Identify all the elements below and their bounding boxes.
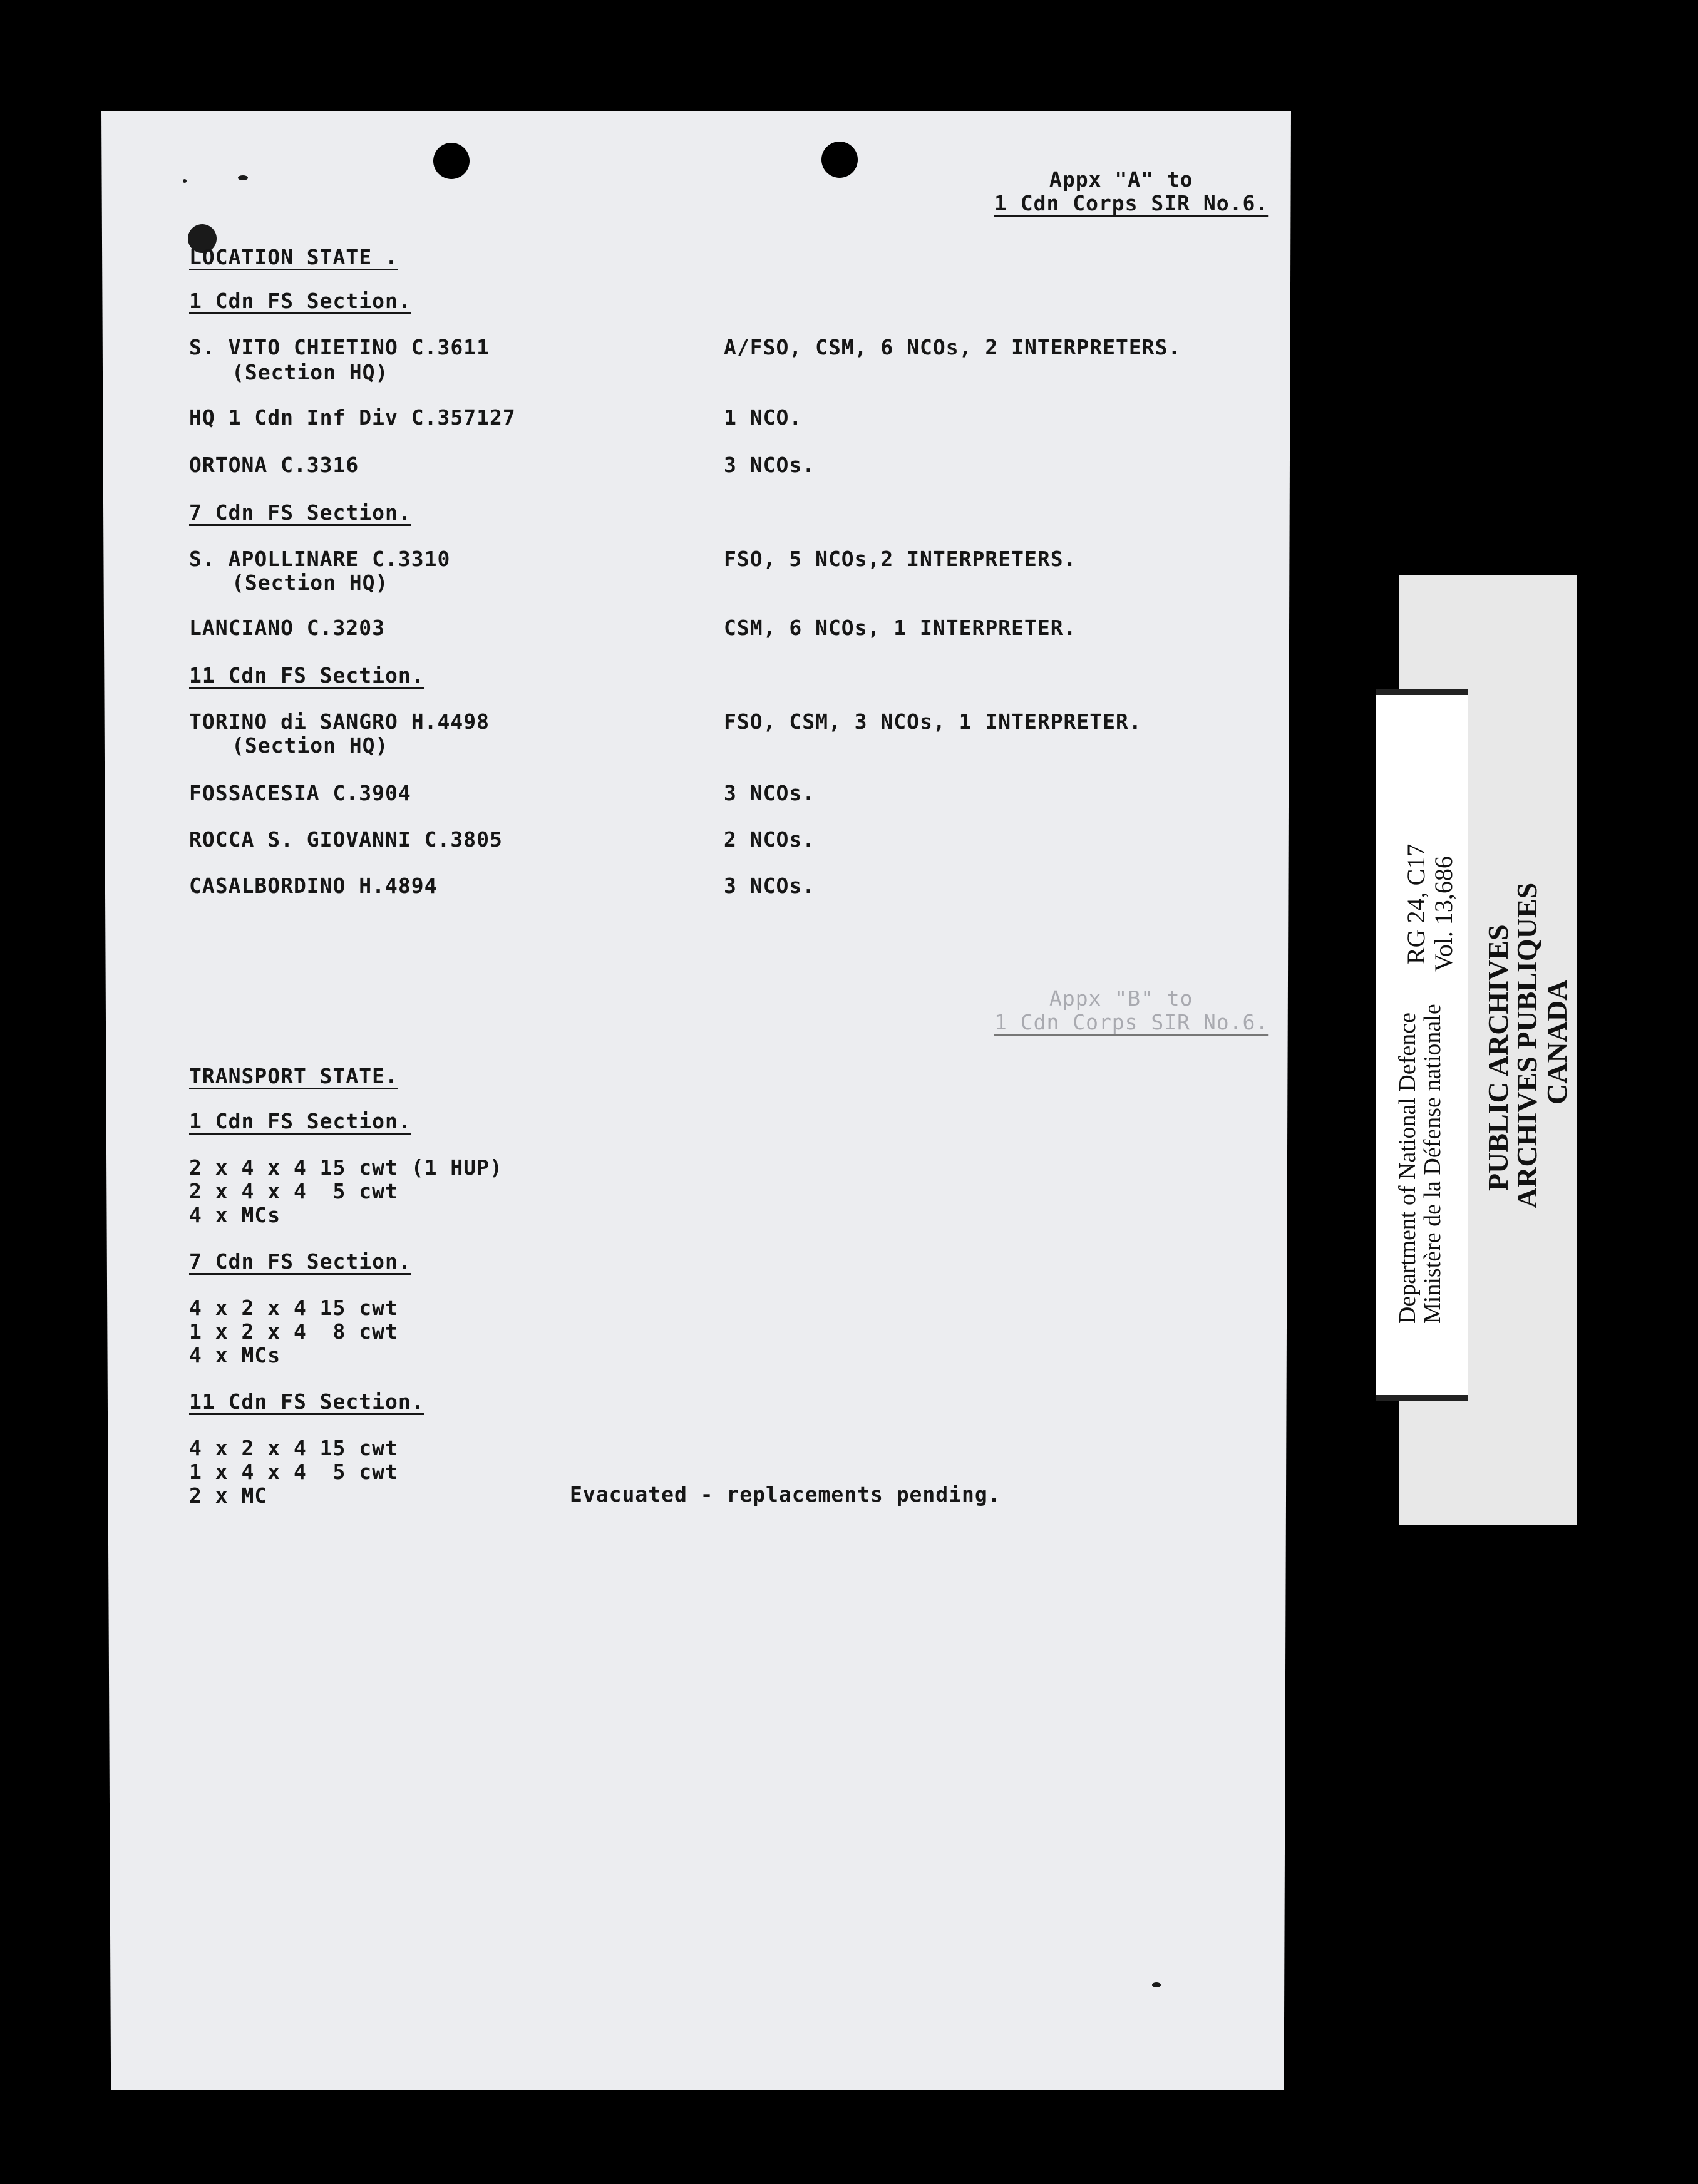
appendix-a-line1: Appx "A" to [1049,167,1193,192]
transport-line: 2 x MC [189,1483,268,1508]
location-staff: 3 NCOs. [724,453,816,477]
location-staff: 1 NCO. [724,405,803,430]
transport-line: 4 x 2 x 4 15 cwt [189,1436,398,1460]
location-sub: (Section HQ) [232,570,389,595]
location-staff: 2 NCOs. [724,827,816,852]
section-heading: 7 Cdn FS Section. [189,1249,411,1274]
stamp-department-en: Department of National Defence [1394,1012,1421,1324]
location-place: CASALBORDINO H.4894 [189,873,438,898]
location-staff: 3 NCOs. [724,873,816,898]
location-staff: A/FSO, CSM, 6 NCOs, 2 INTERPRETERS. [724,335,1181,359]
location-staff: CSM, 6 NCOs, 1 INTERPRETER. [724,616,1077,640]
transport-line: 4 x 2 x 4 15 cwt [189,1295,398,1320]
appendix-a-line2: 1 Cdn Corps SIR No.6. [994,191,1269,215]
punch-hole-right [821,142,858,178]
location-sub: (Section HQ) [232,733,389,758]
transport-line: 2 x 4 x 4 5 cwt [189,1179,398,1203]
ink-speck [1152,1982,1161,1987]
transport-line: 2 x 4 x 4 15 cwt (1 HUP) [189,1155,503,1180]
ink-speck [183,179,187,183]
location-place: HQ 1 Cdn Inf Div C.357127 [189,405,516,430]
transport-line: 1 x 4 x 4 5 cwt [189,1460,398,1484]
location-staff: FSO, 5 NCOs,2 INTERPRETERS. [724,547,1077,571]
section-heading: 11 Cdn FS Section. [189,1389,424,1414]
stamp-reference: RG 24, C17 [1402,843,1430,964]
location-staff: FSO, CSM, 3 NCOs, 1 INTERPRETER. [724,709,1142,734]
stamp-archives-en: PUBLIC ARCHIVES [1482,924,1514,1191]
transport-line: 4 x MCs [189,1343,281,1368]
location-place: TORINO di SANGRO H.4498 [189,709,490,734]
location-place: ORTONA C.3316 [189,453,359,477]
transport-line: 1 x 2 x 4 8 cwt [189,1319,398,1344]
location-place: S. VITO CHIETINO C.3611 [189,335,490,359]
location-place: FOSSACESIA C.3904 [189,781,411,805]
appendix-b-line1: Appx "B" to [1049,986,1193,1011]
transport-state-title: TRANSPORT STATE. [189,1064,398,1088]
ink-speck [238,175,248,180]
location-place: S. APOLLINARE C.3310 [189,547,451,571]
location-sub: (Section HQ) [232,360,389,384]
section-heading: 11 Cdn FS Section. [189,663,424,688]
location-place: ROCCA S. GIOVANNI C.3805 [189,827,503,852]
location-state-title: LOCATION STATE . [189,245,398,269]
stamp-archives-fr: ARCHIVES PUBLIQUES [1511,882,1543,1208]
punch-hole-left [433,143,470,179]
stamp-volume: Vol. 13,686 [1429,856,1458,972]
appendix-b-line2: 1 Cdn Corps SIR No.6. [994,1010,1269,1034]
section-heading: 1 Cdn FS Section. [189,289,411,313]
stamp-country: CANADA [1541,979,1573,1105]
section-heading: 1 Cdn FS Section. [189,1109,411,1133]
transport-note: Evacuated - replacements pending. [570,1482,1001,1507]
transport-line: 4 x MCs [189,1203,281,1227]
location-staff: 3 NCOs. [724,781,816,805]
location-place: LANCIANO C.3203 [189,616,386,640]
stamp-department-fr: Ministère de la Défense nationale [1419,1004,1446,1324]
section-heading: 7 Cdn FS Section. [189,500,411,525]
